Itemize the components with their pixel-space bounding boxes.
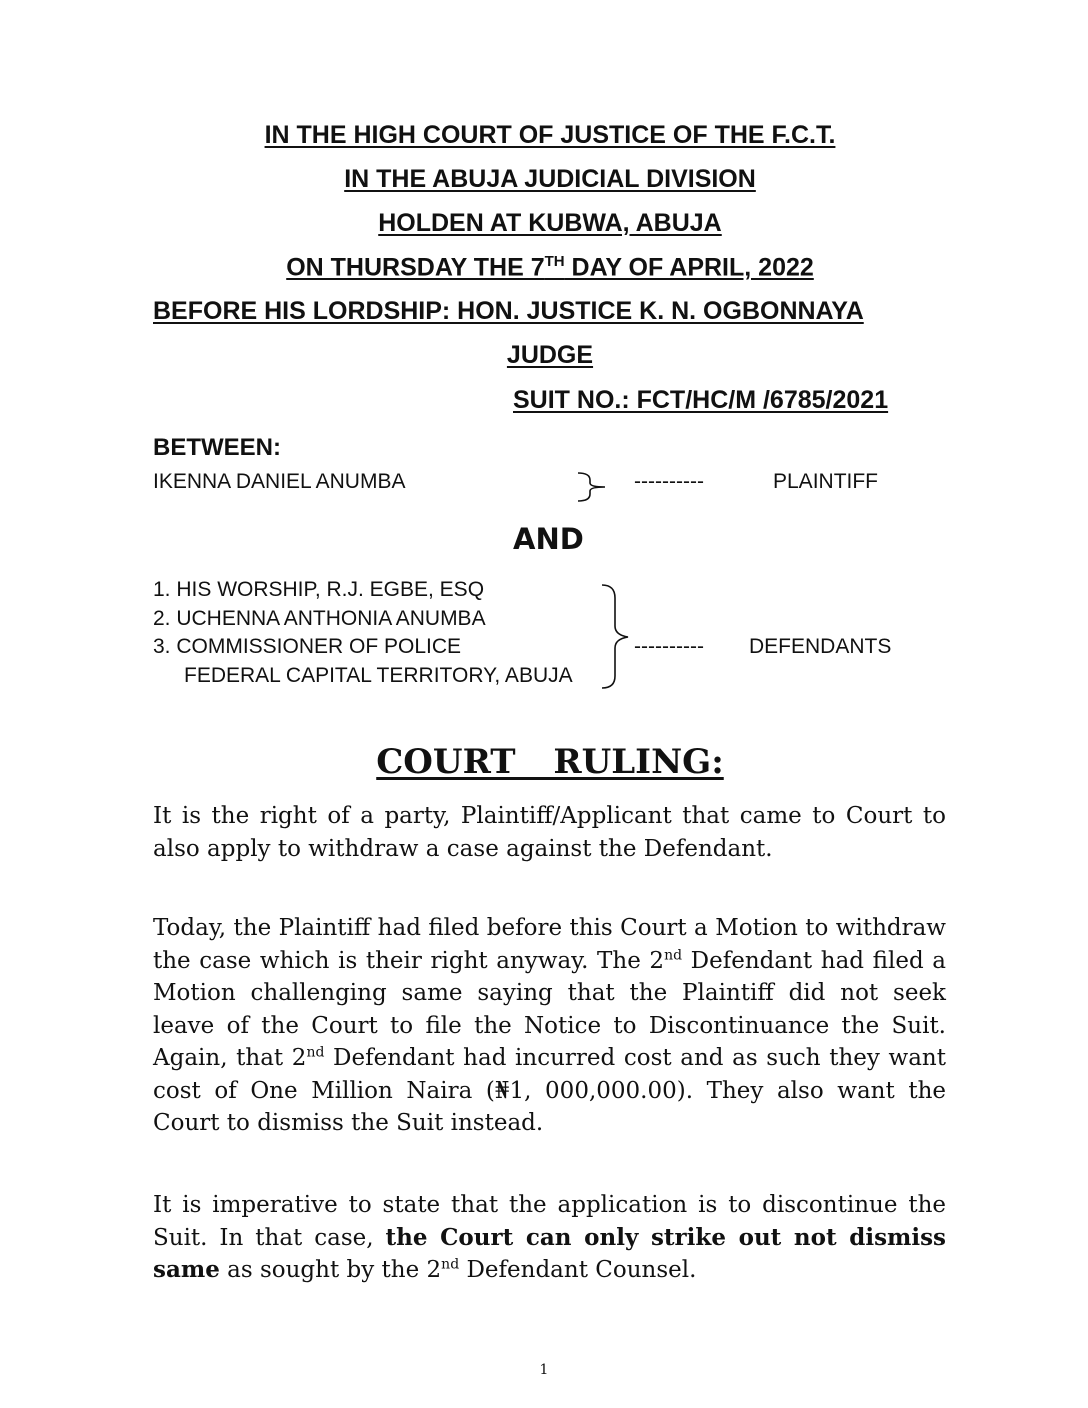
- p3-sup: nd: [441, 1256, 460, 1273]
- and-label: AND: [513, 522, 584, 556]
- division-title: IN THE ABUJA JUDICIAL DIVISION: [344, 165, 756, 193]
- date-line: [150, 253, 950, 282]
- date-line-post: DAY OF APRIL, 2022: [564, 253, 814, 282]
- p2-text-a: Today, the Plaintiff had filed before this Court a Motion to withdraw the case which is their right anyway. The 2: [153, 915, 946, 974]
- p2-sup-2: nd: [306, 1044, 325, 1061]
- date-line-pre: ON THURSDAY THE 7: [286, 253, 545, 282]
- defendant-3-continuation: FEDERAL CAPITAL TERRITORY, ABUJA: [184, 664, 573, 687]
- ruling-paragraph-2: [153, 912, 946, 1140]
- suit-number: SUIT NO.: FCT/HC/M /6785/2021: [513, 386, 889, 414]
- holden-line: HOLDEN AT KUBWA, ABUJA: [378, 209, 722, 237]
- p3-text-a: It is imperative to state that the application is to discontinue the Suit. In that case,: [153, 1192, 946, 1251]
- date-line-superscript: TH: [544, 253, 565, 270]
- plaintiff-brace: [575, 470, 615, 504]
- plaintiff-dashes: ----------: [634, 470, 704, 493]
- court-title: IN THE HIGH COURT OF JUSTICE OF THE F.C.T.: [264, 121, 836, 149]
- p3-text-b: as sought by the 2: [219, 1257, 442, 1283]
- p2-text-b: Defendant had filed a Motion challenging same saying that the Plaintiff did not seek leave of the Court to file the Notice to Discontinuance the Suit. Again, that 2: [153, 947, 946, 1071]
- ruling-paragraph-3: [153, 1189, 946, 1287]
- plaintiff-name: IKENNA DANIEL ANUMBA: [153, 470, 406, 493]
- judge-label: JUDGE: [506, 341, 594, 369]
- page-number: 1: [539, 1362, 549, 1378]
- plaintiff-role: PLAINTIFF: [773, 470, 879, 493]
- p3-bold-text: the Court can only strike out not dismiss same: [153, 1223, 946, 1283]
- p2-sup-1: nd: [664, 946, 683, 963]
- defendants-brace: [598, 582, 638, 692]
- before-line: BEFORE HIS LORDSHIP: HON. JUSTICE K. N. OGBONNAYA: [153, 297, 864, 325]
- ruling-title: COURT RULING:: [376, 742, 724, 782]
- defendant-dashes: ----------: [634, 635, 704, 658]
- between-label: BETWEEN:: [153, 434, 281, 461]
- p2-text-c: Defendant had incurred cost and as such they want cost of One Million Naira (₦1, 000,000.00). They also want the Court to dismiss the Suit instead.: [153, 1045, 946, 1136]
- defendant-3: 3. COMMISSIONER OF POLICE: [153, 635, 462, 658]
- p3-text-c: Defendant Counsel.: [459, 1257, 697, 1283]
- defendant-2: 2. UCHENNA ANTHONIA ANUMBA: [153, 607, 486, 630]
- ruling-paragraph-1: It is the right of a party, Plaintiff/Applicant that came to Court to also apply to withdraw a case against the Defendant.: [153, 803, 946, 862]
- defendant-role: DEFENDANTS: [749, 635, 892, 658]
- defendant-1: 1. HIS WORSHIP, R.J. EGBE, ESQ: [153, 578, 485, 601]
